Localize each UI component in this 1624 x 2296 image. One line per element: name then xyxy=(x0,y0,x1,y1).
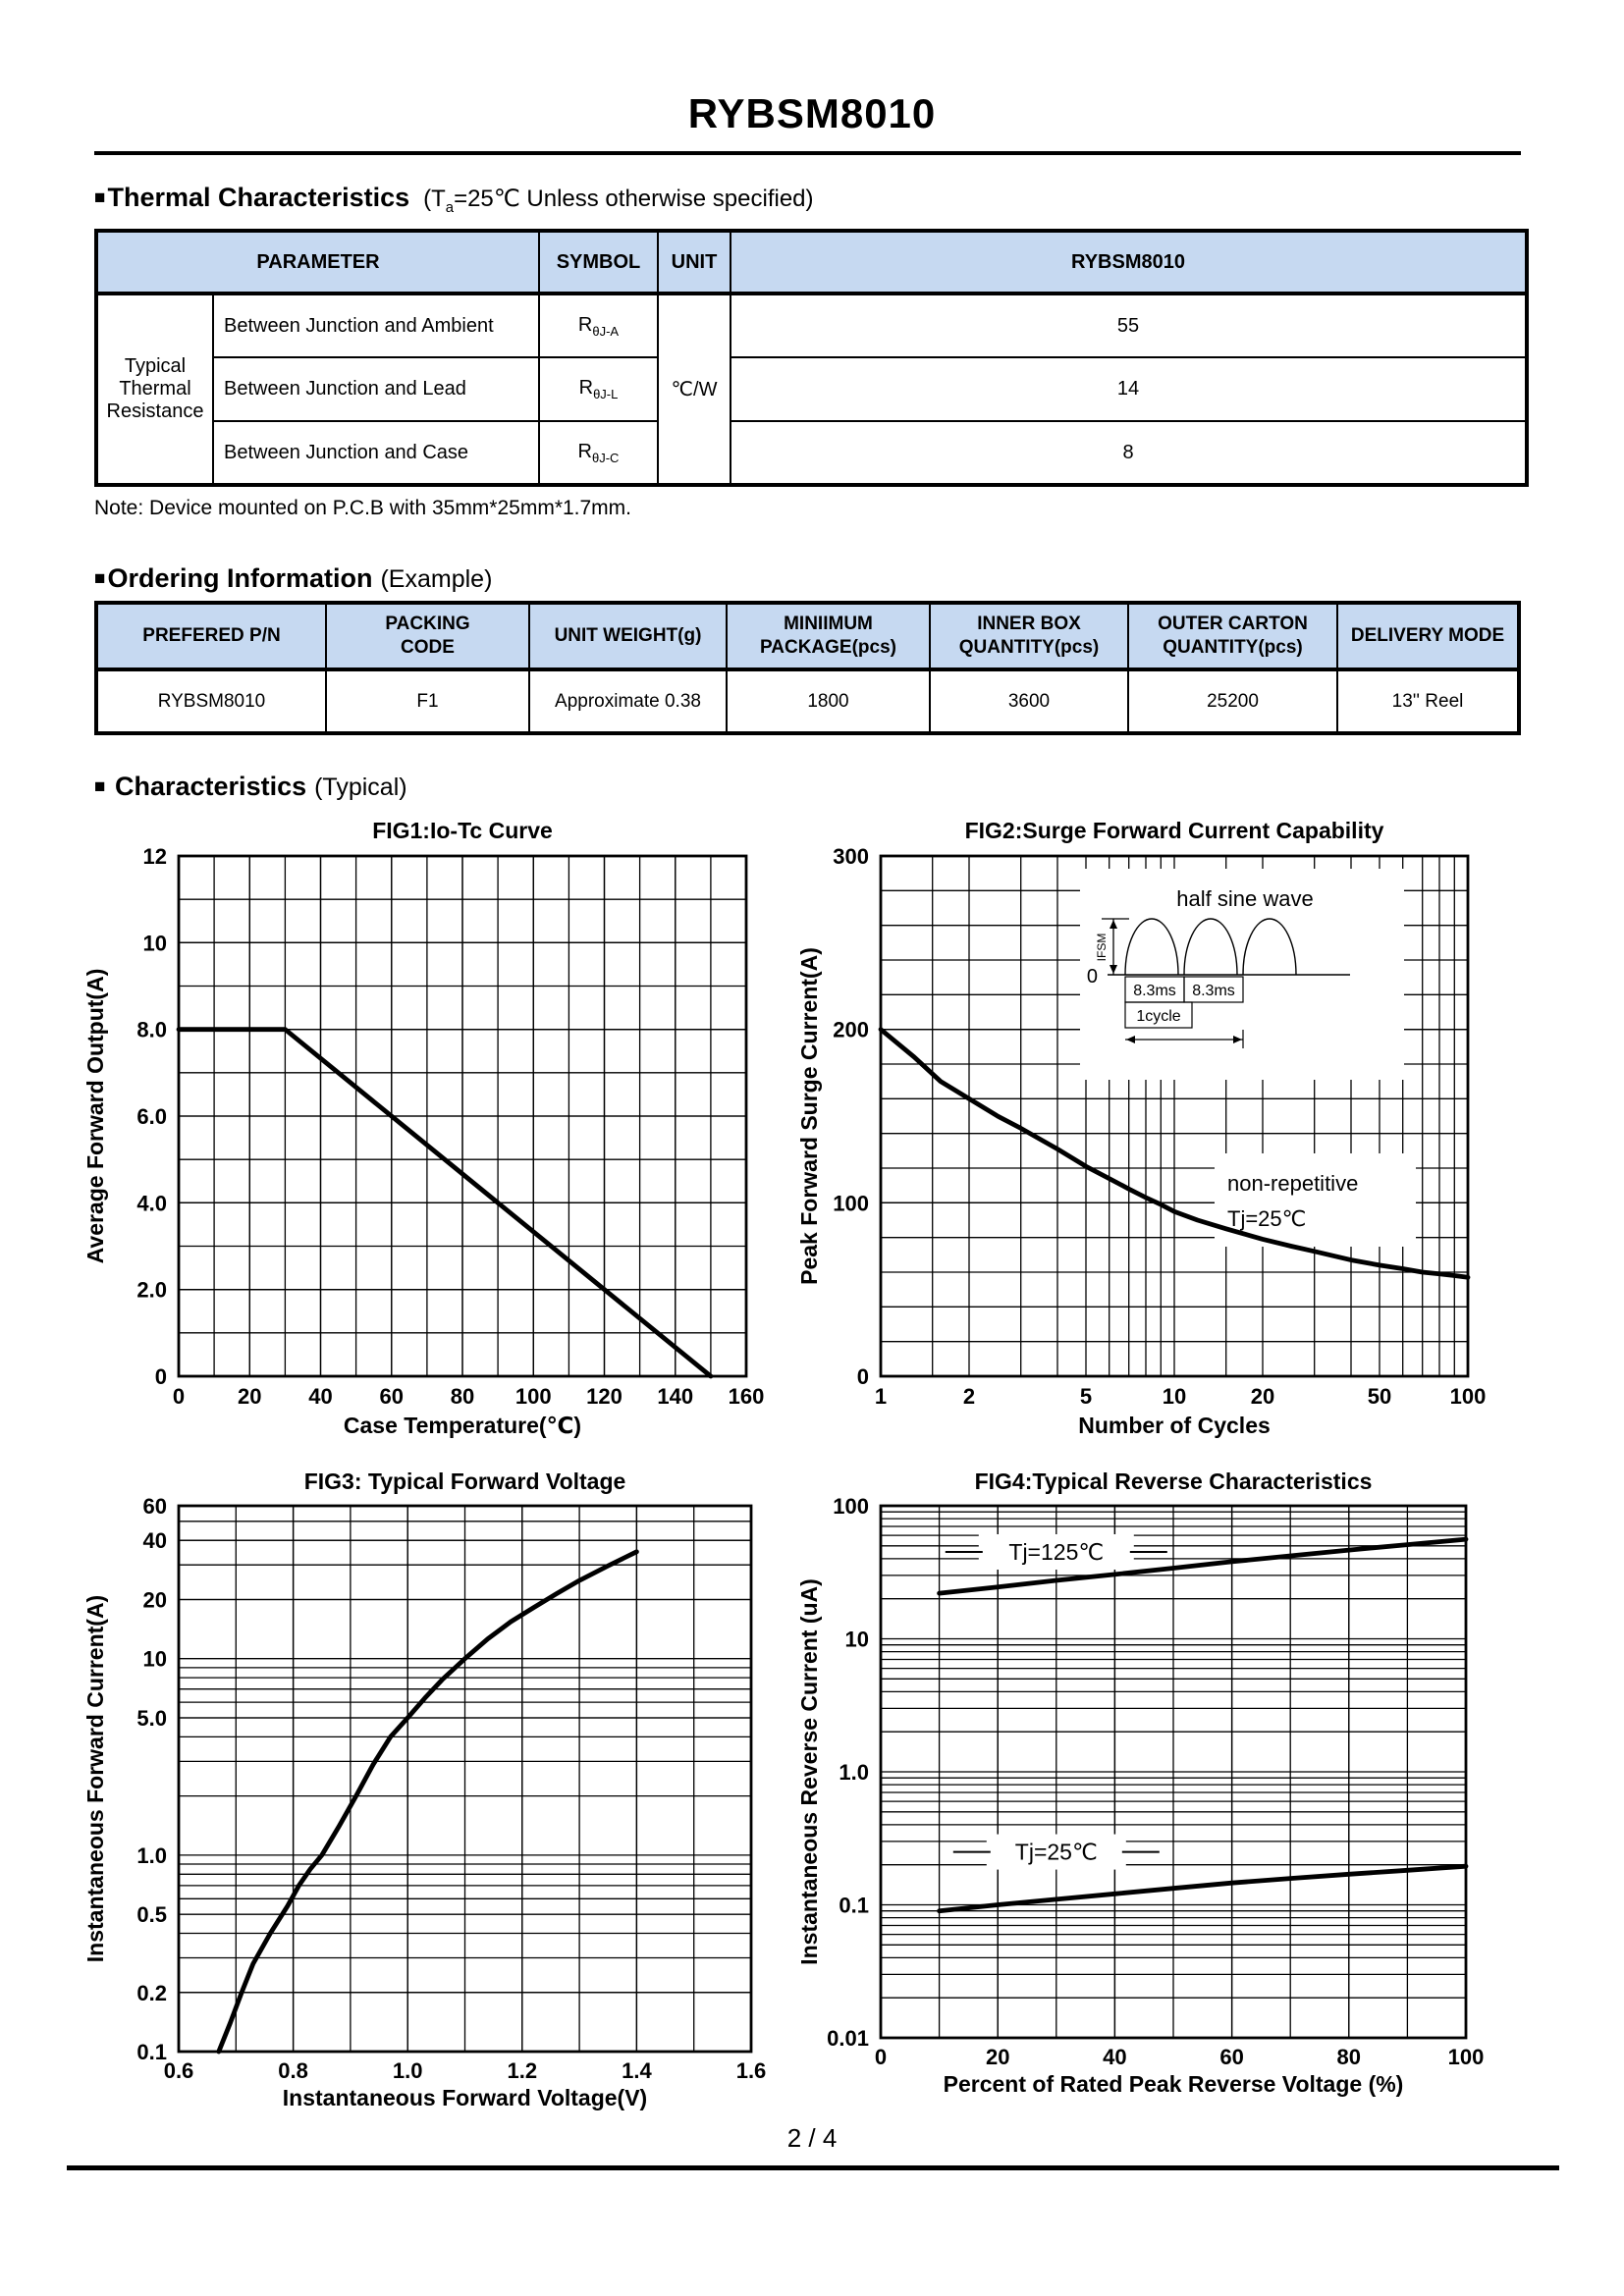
minimum-package-cell: 1800 xyxy=(727,669,930,733)
svg-text:Peak Forward Surge Current(A): Peak Forward Surge Current(A) xyxy=(796,947,822,1285)
bullet-icon: ■ xyxy=(94,187,106,208)
svg-text:5: 5 xyxy=(1079,1384,1093,1409)
ordering-heading-suffix: (Example) xyxy=(380,565,493,593)
col-symbol: SYMBOL xyxy=(539,231,658,294)
thermal-heading-condition: ($T_a=25℃$ Unless otherwise specified) xyxy=(423,186,814,216)
ordering-information-table xyxy=(94,601,1521,735)
svg-text:300: 300 xyxy=(833,844,869,869)
svg-text:FIG1:Io-Tc Curve: FIG1:Io-Tc Curve xyxy=(372,818,553,843)
col-unit-weight: UNIT WEIGHT(g) xyxy=(529,603,727,669)
svg-text:non-repetitive: non-repetitive xyxy=(1227,1171,1359,1196)
svg-text:IFSM: IFSM xyxy=(1095,933,1109,962)
col-delivery-mode: DELIVERY MODE xyxy=(1337,603,1519,669)
svg-text:FIG4:Typical Reverse Character: FIG4:Typical Reverse Characteristics xyxy=(974,1468,1373,1494)
characteristics-section-heading xyxy=(94,772,407,802)
ordering-data-row xyxy=(96,669,1519,733)
col-inner-box-qty: INNER BOX QUANTITY(pcs) xyxy=(930,603,1128,669)
table-row xyxy=(96,421,1527,485)
packing-code-cell: F1 xyxy=(326,669,529,733)
svg-text:1.4: 1.4 xyxy=(622,2058,652,2083)
fig1-io-tc-curve-chart xyxy=(59,813,785,1461)
col-device: RYBSM8010 xyxy=(731,231,1527,294)
fig4-grid xyxy=(881,1506,1466,2038)
svg-text:6.0: 6.0 xyxy=(136,1104,167,1129)
svg-text:FIG2:Surge Forward Current Cap: FIG2:Surge Forward Current Capability xyxy=(964,818,1384,843)
svg-text:40: 40 xyxy=(1103,2045,1127,2069)
table-row xyxy=(96,294,1527,357)
svg-text:100: 100 xyxy=(514,1384,552,1409)
unit-weight-cell: Approximate 0.38 xyxy=(529,669,727,733)
svg-text:10: 10 xyxy=(142,931,167,956)
svg-text:8.3ms: 8.3ms xyxy=(1192,983,1235,999)
fig2-surge-current-chart xyxy=(785,813,1551,1461)
thermal-header-row xyxy=(96,231,1527,294)
svg-text:10: 10 xyxy=(844,1627,869,1652)
svg-text:1.6: 1.6 xyxy=(735,2058,767,2083)
parameter-cell: Between Junction and Ambient xyxy=(213,294,539,357)
title-rule xyxy=(94,151,1521,155)
svg-text:100: 100 xyxy=(1449,1384,1487,1409)
svg-text:140: 140 xyxy=(657,1384,694,1409)
svg-text:Average Forward Output(A): Average Forward Output(A) xyxy=(82,968,108,1264)
symbol-cell: $R_{\theta J-C}$ xyxy=(539,421,658,485)
svg-text:160: 160 xyxy=(728,1384,765,1409)
svg-text:Tj=125℃: Tj=125℃ xyxy=(1008,1538,1105,1565)
svg-text:Instantaneous Forward Voltage(: Instantaneous Forward Voltage(V) xyxy=(282,2085,648,2110)
svg-text:100: 100 xyxy=(1447,2045,1485,2069)
fig1-axis-labels xyxy=(82,818,764,1438)
svg-text:1.0: 1.0 xyxy=(839,1760,869,1785)
value-cell: 14 xyxy=(731,357,1527,421)
col-prefered-pn: PREFERED P/N xyxy=(96,603,326,669)
thermal-section-heading xyxy=(94,183,814,216)
col-parameter: PARAMETER xyxy=(96,231,539,294)
svg-text:0: 0 xyxy=(154,1364,167,1389)
inner-box-cell: 3600 xyxy=(930,669,1128,733)
svg-text:0.1: 0.1 xyxy=(839,1893,869,1918)
svg-text:4.0: 4.0 xyxy=(136,1191,167,1216)
half-sine-wave-inset xyxy=(1080,869,1404,1080)
svg-text:Percent of Rated Peak Reverse: Percent of Rated Peak Reverse Voltage (%) xyxy=(943,2071,1404,2097)
svg-text:5.0: 5.0 xyxy=(136,1705,167,1731)
parameter-cell: Between Junction and Case xyxy=(213,421,539,485)
svg-text:half sine wave: half sine wave xyxy=(1176,886,1314,911)
svg-text:20: 20 xyxy=(1250,1384,1275,1409)
svg-text:0.8: 0.8 xyxy=(278,2058,308,2083)
svg-text:1cycle: 1cycle xyxy=(1136,1008,1181,1025)
col-packing-code: PACKING CODE xyxy=(326,603,529,669)
svg-text:2: 2 xyxy=(962,1384,976,1409)
svg-text:0: 0 xyxy=(172,1384,186,1409)
group-label: Typical Thermal Resistance xyxy=(96,294,213,485)
svg-text:10: 10 xyxy=(1162,1384,1187,1409)
svg-text:0.01: 0.01 xyxy=(827,2026,869,2051)
fig3-forward-voltage-chart xyxy=(59,1466,785,2143)
fig4-reverse-characteristics-chart xyxy=(785,1466,1551,2143)
svg-text:8.0: 8.0 xyxy=(136,1017,167,1042)
svg-text:FIG3: Typical Forward Voltage: FIG3: Typical Forward Voltage xyxy=(303,1468,626,1494)
svg-text:1.2: 1.2 xyxy=(507,2058,538,2083)
svg-text:Instantaneous Forward Current(: Instantaneous Forward Current(A) xyxy=(82,1594,108,1963)
characteristics-heading-text: Characteristics xyxy=(115,772,307,801)
ordering-header-row xyxy=(96,603,1519,669)
svg-text:0: 0 xyxy=(856,1364,869,1389)
svg-text:20: 20 xyxy=(238,1384,262,1409)
parameter-cell: Between Junction and Lead xyxy=(213,357,539,421)
svg-text:1.0: 1.0 xyxy=(392,2058,423,2083)
symbol-cell: $R_{\theta J-L}$ xyxy=(539,357,658,421)
unit-cell: ℃/W xyxy=(658,294,731,485)
svg-text:0.6: 0.6 xyxy=(163,2058,194,2083)
svg-text:Tj=25℃: Tj=25℃ xyxy=(1014,1839,1098,1865)
col-unit: UNIT xyxy=(658,231,731,294)
fig4-series-label-0 xyxy=(946,1534,1167,1570)
ordering-section-heading xyxy=(94,563,492,594)
svg-text:120: 120 xyxy=(586,1384,623,1409)
svg-text:20: 20 xyxy=(985,2045,1010,2069)
svg-text:0.1: 0.1 xyxy=(136,2040,167,2064)
svg-text:10: 10 xyxy=(142,1646,167,1672)
svg-text:0: 0 xyxy=(1086,966,1098,988)
page-title: RYBSM8010 xyxy=(687,90,937,136)
svg-text:60: 60 xyxy=(379,1384,404,1409)
bullet-icon: ■ xyxy=(94,568,106,589)
svg-text:1.0: 1.0 xyxy=(136,1842,167,1868)
svg-text:12: 12 xyxy=(142,844,167,869)
svg-text:1: 1 xyxy=(874,1384,888,1409)
value-cell: 8 xyxy=(731,421,1527,485)
footer-rule xyxy=(67,2165,1559,2170)
svg-text:40: 40 xyxy=(142,1528,167,1554)
fig3-curve-0 xyxy=(219,1552,637,2052)
svg-text:60: 60 xyxy=(1219,2045,1244,2069)
fig4-axis-labels xyxy=(796,1468,1484,2097)
svg-text:8.3ms: 8.3ms xyxy=(1133,983,1176,999)
svg-text:80: 80 xyxy=(450,1384,475,1409)
ordering-heading-text: Ordering Information xyxy=(107,563,373,593)
characteristics-heading-suffix: (Typical) xyxy=(314,774,407,801)
svg-text:Instantaneous Reverse Current: Instantaneous Reverse Current (uA) xyxy=(796,1578,822,1965)
svg-text:Tj=25℃: Tj=25℃ xyxy=(1227,1206,1307,1231)
col-outer-carton-qty: OUTER CARTON QUANTITY(pcs) xyxy=(1128,603,1337,669)
mounting-note: Note: Device mounted on P.C.B with 35mm*25mm*1.7mm. xyxy=(94,497,632,519)
col-minimum-package: MINIIMUM PACKAGE(pcs) xyxy=(727,603,930,669)
svg-text:20: 20 xyxy=(142,1587,167,1613)
value-cell: 55 xyxy=(731,294,1527,357)
svg-text:200: 200 xyxy=(833,1017,869,1042)
pn-cell: RYBSM8010 xyxy=(96,669,326,733)
table-row xyxy=(96,357,1527,421)
svg-text:0: 0 xyxy=(874,2045,888,2069)
bullet-icon: ■ xyxy=(94,776,106,797)
delivery-mode-cell: 13'' Reel xyxy=(1337,669,1519,733)
thermal-characteristics-table xyxy=(94,229,1529,487)
svg-text:0.2: 0.2 xyxy=(136,1980,167,2005)
thermal-heading-text: Thermal Characteristics xyxy=(107,183,410,212)
svg-text:Number of Cycles: Number of Cycles xyxy=(1078,1413,1271,1438)
svg-text:40: 40 xyxy=(308,1384,333,1409)
svg-text:50: 50 xyxy=(1367,1384,1392,1409)
svg-text:100: 100 xyxy=(833,1494,869,1519)
fig1-grid xyxy=(179,856,746,1376)
page-number: 2 / 4 xyxy=(786,2123,838,2153)
svg-text:80: 80 xyxy=(1336,2045,1362,2069)
fig3-grid xyxy=(179,1506,751,2052)
svg-text:60: 60 xyxy=(142,1494,167,1519)
svg-text:Case Temperature(℃): Case Temperature(℃) xyxy=(343,1413,582,1438)
symbol-cell: $R_{\theta J-A}$ xyxy=(539,294,658,357)
svg-text:2.0: 2.0 xyxy=(136,1277,167,1303)
svg-text:100: 100 xyxy=(833,1191,869,1216)
outer-carton-cell: 25200 xyxy=(1128,669,1337,733)
svg-text:0.5: 0.5 xyxy=(136,1902,167,1928)
